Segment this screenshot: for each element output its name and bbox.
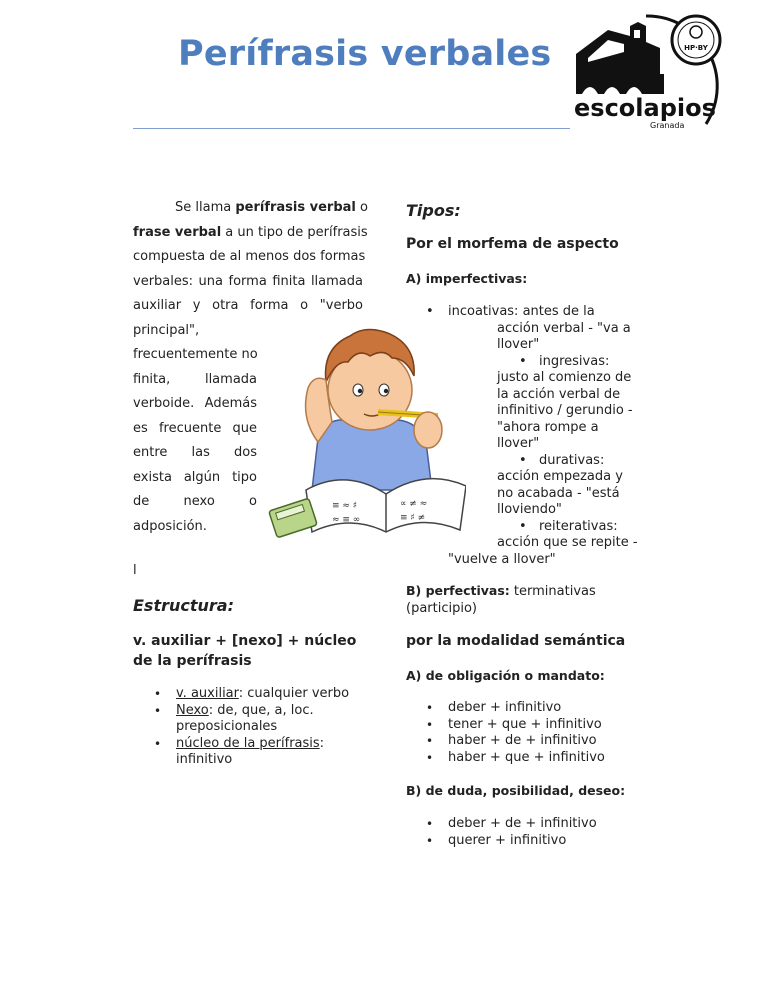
list-item: [176, 686, 376, 703]
intro-text: o: [355, 200, 368, 215]
perfectivas-text: terminativas: [509, 584, 596, 599]
list-text: reiterativas:: [539, 518, 618, 534]
list-text: :: [319, 735, 325, 751]
bullet: •: [519, 353, 527, 369]
obligacion-list: [448, 700, 668, 766]
list-text: acción empezada y: [497, 469, 623, 484]
intro-text: a un tipo de perífrasis: [221, 224, 368, 240]
list-text: lloviendo": [497, 502, 562, 517]
list-term: v. auxiliar: [176, 686, 239, 701]
intro-line: adposición.: [133, 518, 207, 534]
list-text: : de, que, a, loc.: [208, 702, 314, 718]
bullet: •: [519, 452, 527, 468]
list-item: • deber + de + infinitivo: [448, 816, 668, 833]
list-text: llover": [497, 436, 540, 451]
svg-text:≈ ≡ ∞: ≈ ≡ ∞: [332, 515, 361, 525]
intro-line: verbales: una forma finita llamada: [133, 273, 363, 289]
list-text: justo al comienzo de: [497, 370, 632, 385]
intro-line: [133, 196, 368, 221]
list-item: • haber + que + infinitivo: [448, 750, 668, 767]
intro-line: finita, llamada: [133, 371, 257, 387]
modalidad-heading: por la modalidad semántica: [406, 633, 626, 649]
obligacion-label: A) de obligación o mandato:: [406, 668, 605, 683]
list-term: núcleo de la perífrasis: [176, 735, 320, 751]
list-text: acción que se repite -: [497, 535, 638, 550]
intro-term: frase verbal: [133, 224, 222, 240]
list-item: [406, 453, 646, 470]
duda-list: [448, 816, 668, 849]
svg-text:≡ ≈ ♯: ≡ ≈ ♯: [332, 501, 358, 511]
title-divider: [133, 128, 570, 129]
intro-line: auxiliar y otra forma o "verbo: [133, 298, 363, 313]
list-item: [406, 354, 646, 371]
list-text: infinitivo: [176, 752, 233, 767]
intro-line: de nexo o: [133, 494, 257, 509]
intro-line: exista algún tipo: [133, 469, 257, 485]
intro-line: frecuentemente no: [133, 347, 258, 362]
list-text: incoativas: antes de la: [448, 304, 595, 319]
perfectivas-label: B) perfectivas:: [406, 583, 510, 598]
logo-subtext: Granada: [650, 121, 685, 130]
estructura-list: [176, 686, 376, 769]
intro-line: entre las dos: [133, 445, 257, 460]
list-text: infinitivo / gerundio -: [497, 403, 633, 418]
formula-line: de la perífrasis: [133, 653, 252, 669]
list-text: llover": [497, 337, 540, 352]
list-item: [176, 703, 376, 720]
intro-term: perífrasis verbal: [235, 200, 356, 215]
bullet: •: [519, 518, 527, 534]
intro-text: Se llama: [175, 200, 236, 215]
aspecto-heading: Por el morfema de aspecto: [406, 236, 619, 252]
list-item: [406, 304, 646, 321]
list-item: [406, 519, 646, 536]
escolapios-logo: [568, 12, 728, 136]
bullet: •: [426, 304, 434, 319]
intro-paragraph-narrow: [133, 343, 257, 539]
list-text: preposicionales: [176, 719, 278, 734]
perfectivas-block: [406, 583, 596, 617]
list-continuation: [176, 719, 376, 736]
list-text: "ahora rompe a: [497, 419, 599, 435]
page-title: Perífrasis verbales: [178, 34, 552, 74]
list-item: • querer + infinitivo: [448, 833, 668, 850]
svg-text:≡ ♯ ≠: ≡ ♯ ≠: [400, 513, 426, 523]
imperfectivas-list: [406, 304, 646, 568]
seal-text: HP·BY: [684, 44, 708, 52]
logo-graphic: [568, 12, 728, 136]
intro-line: es frecuente que: [133, 420, 257, 436]
estructura-heading: Estructura:: [133, 596, 234, 615]
intro-line: verboide. Además: [133, 396, 257, 411]
list-text: la acción verbal de: [497, 386, 621, 402]
duda-label: B) de duda, posibilidad, deseo:: [406, 783, 626, 798]
list-text: durativas:: [539, 452, 605, 468]
perfectivas-text: (participio): [406, 600, 477, 616]
intro-line: compuesta de al menos dos formas: [133, 249, 366, 264]
svg-text:∝ ≠ ≈: ∝ ≠ ≈: [400, 499, 428, 509]
list-text: acción verbal - "va a: [497, 320, 631, 336]
list-text: ingresivas:: [539, 353, 610, 369]
tipos-heading: Tipos:: [406, 201, 461, 220]
list-text: "vuelve a llover": [448, 551, 556, 567]
intro-line: [133, 221, 368, 246]
list-term: Nexo: [176, 702, 209, 718]
stray-char: l: [133, 563, 137, 578]
estructura-formula: [133, 631, 363, 671]
imperfectivas-label: A) imperfectivas:: [406, 271, 528, 286]
list-item: • deber + infinitivo: [448, 700, 668, 717]
logo-wordmark: escolapios: [574, 94, 716, 122]
list-item: • tener + que + infinitivo: [448, 717, 668, 734]
list-text: no acabada - "está: [497, 485, 620, 501]
list-item: • haber + de + infinitivo: [448, 733, 668, 750]
formula-line: v. auxiliar + [nexo] + núcleo: [133, 633, 357, 649]
list-continuation: [176, 752, 376, 769]
list-text: : cualquier verbo: [238, 686, 350, 701]
intro-line: principal",: [133, 322, 200, 338]
list-item: [176, 736, 376, 753]
